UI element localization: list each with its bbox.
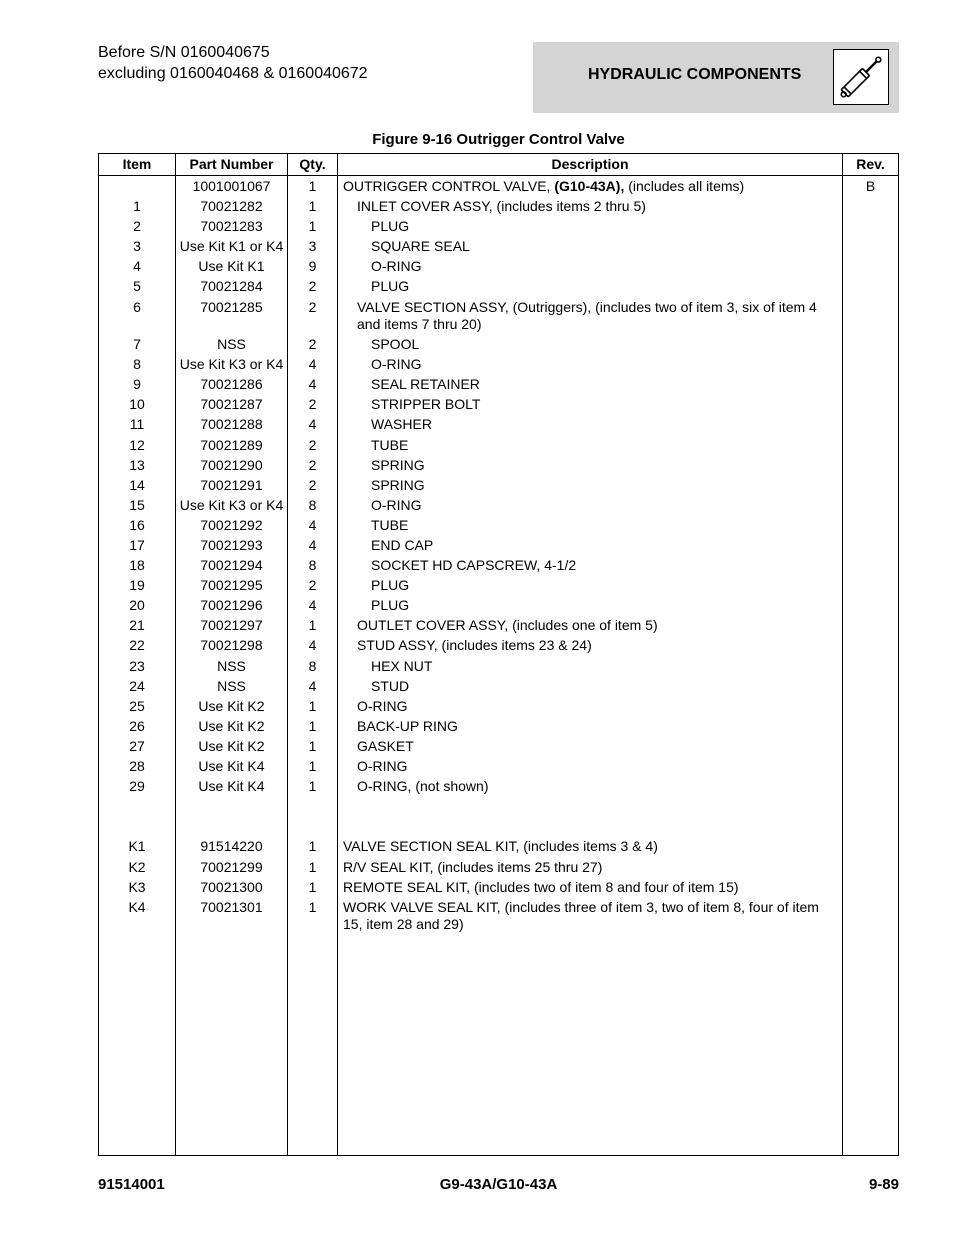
item-number: 3 (133, 238, 141, 255)
part-number: Use Kit K1 or K4 (179, 238, 284, 255)
part-number: Use Kit K4 (198, 778, 265, 795)
quantity: 4 (308, 677, 317, 694)
quantity: 4 (308, 516, 317, 533)
description-text: SPRING (371, 456, 425, 473)
quantity: 1 (308, 218, 317, 235)
footer-doc-number: 91514001 (98, 1176, 165, 1193)
part-number: NSS (217, 336, 246, 353)
description (341, 356, 841, 373)
table-row (99, 897, 898, 935)
quantity: 1 (308, 697, 317, 714)
description (341, 718, 841, 735)
description-text: O-RING (371, 258, 422, 275)
part-number: Use Kit K3 or K4 (179, 356, 284, 373)
description-text: REMOTE SEAL KIT, (includes two of item 8 and four of item 15) (343, 878, 739, 895)
quantity: 1 (308, 717, 317, 734)
item-number: 22 (129, 637, 145, 654)
description-text: STUD (371, 677, 410, 694)
item-number: 21 (129, 617, 145, 634)
table-row (99, 414, 898, 434)
description (341, 678, 841, 695)
item-number: 18 (129, 557, 145, 574)
description (341, 859, 841, 876)
description (341, 617, 841, 634)
part-number: 70021285 (200, 298, 263, 315)
item-number: K3 (128, 878, 146, 895)
quantity: 2 (308, 436, 317, 453)
item-number: 14 (129, 476, 145, 493)
quantity: 4 (308, 597, 317, 614)
description (341, 258, 841, 275)
description-text: SEAL RETAINER (371, 376, 480, 393)
item-number: 7 (133, 336, 141, 353)
table-row (99, 394, 898, 414)
item-number: 26 (129, 717, 145, 734)
quantity: 4 (308, 356, 317, 373)
description-text: VALVE SECTION SEAL KIT, (includes items 3 & 4) (343, 838, 658, 855)
table-row (99, 176, 898, 196)
part-number: 70021292 (200, 516, 263, 533)
quantity: 4 (308, 637, 317, 654)
table-row (99, 676, 898, 696)
part-number: 70021295 (200, 577, 263, 594)
part-number: 70021282 (200, 198, 263, 215)
table-row (99, 696, 898, 716)
column-header-rev: Rev. (856, 156, 885, 172)
description-text: PLUG (371, 278, 410, 295)
part-number: NSS (217, 677, 246, 694)
part-number: 70021294 (200, 557, 263, 574)
description (341, 218, 841, 235)
column-header-qty: Qty. (299, 156, 326, 172)
table-row (99, 555, 898, 575)
description (341, 597, 841, 614)
quantity: 2 (308, 278, 317, 295)
table-spacer (99, 796, 898, 836)
table-row (99, 216, 898, 236)
parts-table (98, 153, 899, 1156)
part-number: 70021301 (200, 898, 263, 915)
description-text: O-RING (371, 356, 422, 373)
description-text: TUBE (371, 516, 409, 533)
part-number: 70021286 (200, 376, 263, 393)
part-number: 70021300 (200, 878, 263, 895)
column-header-item: Item (122, 156, 152, 172)
part-number: Use Kit K4 (198, 758, 265, 775)
quantity: 1 (308, 878, 317, 895)
description-text: OUTRIGGER CONTROL VALVE, (343, 178, 555, 194)
description (341, 557, 841, 574)
description (341, 198, 841, 215)
quantity: 4 (308, 376, 317, 393)
quantity: 2 (308, 336, 317, 353)
item-number: 20 (129, 597, 145, 614)
table-row (99, 635, 898, 655)
quantity: 2 (308, 456, 317, 473)
quantity: 2 (308, 298, 317, 315)
description (341, 178, 841, 195)
part-number: Use Kit K1 (198, 258, 265, 275)
description (341, 437, 841, 454)
table-row (99, 776, 898, 796)
part-number: 70021297 (200, 617, 263, 634)
description (341, 899, 841, 933)
description-note: (includes all items) (624, 178, 745, 194)
table-row (99, 196, 898, 216)
item-number: 13 (129, 456, 145, 473)
quantity: 3 (308, 238, 317, 255)
description (341, 336, 841, 353)
item-number: 10 (129, 396, 145, 413)
table-row (99, 857, 898, 877)
revision: B (865, 178, 876, 194)
table-row (99, 236, 898, 256)
quantity: 1 (308, 778, 317, 795)
description-text: PLUG (371, 577, 410, 594)
quantity: 8 (308, 557, 317, 574)
description (341, 879, 841, 896)
description-text: WORK VALVE SEAL KIT, (includes three of item 3, two of item 8, four of item 15, item 28 and 29) (343, 898, 819, 932)
serial-line-1: Before S/N 0160040675 (98, 44, 270, 61)
part-number: 70021289 (200, 436, 263, 453)
quantity: 9 (308, 258, 317, 275)
part-number: 70021284 (200, 278, 263, 295)
table-row (99, 297, 898, 335)
part-number: 70021299 (200, 858, 263, 875)
item-number: 5 (133, 278, 141, 295)
part-number: 70021287 (200, 396, 263, 413)
table-row (99, 756, 898, 776)
table-row (99, 374, 898, 394)
figure-title: Figure 9-16 Outrigger Control Valve (372, 131, 625, 148)
item-number: 16 (129, 516, 145, 533)
description-text: O-RING (357, 758, 408, 775)
quantity: 1 (308, 737, 317, 754)
part-number: 70021298 (200, 637, 263, 654)
description (341, 778, 841, 795)
item-number: 17 (129, 537, 145, 553)
section-title: HYDRAULIC COMPONENTS (588, 66, 802, 83)
description (341, 517, 841, 534)
part-number: 70021288 (200, 416, 263, 433)
description-text: STRIPPER BOLT (371, 396, 481, 413)
quantity: 1 (308, 858, 317, 875)
item-number: 27 (129, 737, 145, 754)
table-row (99, 575, 898, 595)
description-text: SPRING (371, 476, 425, 493)
item-number: K4 (128, 898, 146, 915)
description (341, 376, 841, 393)
part-number: 70021283 (200, 218, 263, 235)
quantity: 4 (308, 537, 317, 553)
item-number: 4 (133, 258, 141, 275)
item-number: 6 (133, 298, 141, 315)
table-row (99, 334, 898, 354)
part-number: 70021290 (200, 456, 263, 473)
part-number: Use Kit K2 (198, 697, 265, 714)
table-row (99, 256, 898, 276)
item-number: 1 (133, 198, 141, 215)
table-body (99, 176, 898, 934)
table-row (99, 535, 898, 555)
description (341, 396, 841, 413)
description-text: R/V SEAL KIT, (includes items 25 thru 27) (343, 858, 603, 875)
description-text: SOCKET HD CAPSCREW, 4-1/2 (371, 557, 577, 574)
footer-model: G9-43A/G10-43A (439, 1176, 558, 1193)
table-row (99, 354, 898, 374)
description-text: STUD ASSY, (includes items 23 & 24) (357, 637, 592, 654)
description (341, 738, 841, 755)
description-text: O-RING (371, 496, 422, 513)
quantity: 1 (308, 898, 317, 915)
serial-line-2: excluding 0160040468 & 0160040672 (98, 65, 368, 82)
description (341, 238, 841, 255)
description-text: PLUG (371, 597, 410, 614)
description-text: SPOOL (371, 336, 420, 353)
serial-info (98, 42, 368, 84)
quantity: 2 (308, 476, 317, 493)
part-number: 70021291 (200, 476, 263, 493)
quantity: 1 (308, 617, 317, 634)
column-header-part-number: Part Number (189, 156, 274, 172)
quantity: 1 (308, 198, 317, 215)
description (341, 698, 841, 715)
column-header-description: Description (551, 156, 629, 172)
description-text: INLET COVER ASSY, (includes items 2 thru 5) (357, 198, 646, 215)
description-text: HEX NUT (371, 657, 433, 674)
table-row (99, 595, 898, 615)
item-number: 11 (129, 416, 145, 433)
hydraulic-cylinder-icon (833, 49, 889, 105)
description (341, 477, 841, 494)
table-row (99, 455, 898, 475)
description (341, 537, 841, 554)
description-text: GASKET (357, 737, 414, 754)
description (341, 278, 841, 295)
item-number: 25 (129, 697, 145, 714)
quantity: 1 (308, 758, 317, 775)
item-number: 23 (129, 657, 145, 674)
part-number: Use Kit K2 (198, 717, 265, 734)
description-text: O-RING, (not shown) (357, 778, 489, 795)
part-number: 91514220 (200, 838, 263, 855)
quantity: 8 (308, 657, 317, 674)
table-row (99, 276, 898, 296)
table-row (99, 736, 898, 756)
description (341, 497, 841, 514)
table-row (99, 716, 898, 736)
description-text: END CAP (371, 537, 434, 553)
description (341, 758, 841, 775)
table-row (99, 836, 898, 856)
quantity: 1 (308, 838, 317, 855)
table-row (99, 877, 898, 897)
item-number: 28 (129, 758, 145, 775)
footer-page-number: 9-89 (868, 1176, 899, 1193)
part-number: 70021296 (200, 597, 263, 614)
description (341, 299, 841, 333)
description (341, 838, 841, 855)
item-number: 9 (133, 376, 141, 393)
description-text: SQUARE SEAL (371, 238, 470, 255)
part-number: 1001001067 (192, 178, 271, 194)
quantity: 2 (308, 396, 317, 413)
table-row (99, 495, 898, 515)
item-number: K2 (128, 858, 146, 875)
item-number: 24 (129, 677, 145, 694)
item-number: 15 (129, 496, 145, 513)
description (341, 416, 841, 433)
description-text: VALVE SECTION ASSY, (Outriggers), (includes two of item 3, six of item 4 and items 7 thru 20) (357, 298, 817, 332)
part-number: NSS (217, 657, 246, 674)
table-row (99, 615, 898, 635)
part-number: Use Kit K3 or K4 (179, 496, 284, 513)
item-number: 29 (129, 778, 145, 795)
item-number: K1 (128, 838, 146, 855)
description (341, 658, 841, 675)
quantity: 1 (308, 178, 317, 194)
description (341, 577, 841, 594)
table-row (99, 515, 898, 535)
part-number: Use Kit K2 (198, 737, 265, 754)
description-text: TUBE (371, 436, 409, 453)
description-text: BACK-UP RING (357, 717, 458, 734)
description-text: WASHER (371, 416, 432, 433)
section-header (533, 42, 899, 113)
item-number: 12 (129, 436, 145, 453)
quantity: 4 (308, 416, 317, 433)
description-text: O-RING (357, 697, 408, 714)
description (341, 637, 841, 654)
table-row (99, 475, 898, 495)
quantity: 8 (308, 496, 317, 513)
description (341, 457, 841, 474)
table-row (99, 435, 898, 455)
description-model: (G10-43A), (554, 178, 625, 194)
description-text: OUTLET COVER ASSY, (includes one of item 5) (357, 617, 658, 634)
item-number: 2 (133, 218, 141, 235)
item-number: 19 (129, 577, 145, 594)
description-text: PLUG (371, 218, 410, 235)
quantity: 2 (308, 577, 317, 594)
part-number: 70021293 (200, 537, 263, 553)
table-row (99, 656, 898, 676)
item-number: 8 (133, 356, 141, 373)
